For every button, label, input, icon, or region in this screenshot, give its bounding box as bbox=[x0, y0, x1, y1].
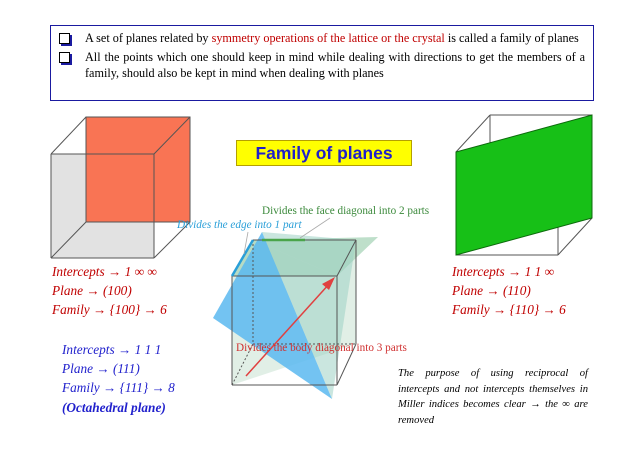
cube-110 bbox=[456, 115, 592, 255]
bullet-2-text: All the points which one should keep in mind while dealing with directions to get the members of a family, should also be kept in mind when dealing with planes bbox=[85, 50, 585, 80]
reciprocal-note: The purpose of using reciprocal of intercepts and not intercepts themselves in Miller indices becomes clear → the ∞ are removed bbox=[398, 368, 588, 426]
cube-111-intercepts: Intercepts → 1 1 1 bbox=[62, 342, 162, 357]
cube-111-labels bbox=[62, 340, 175, 417]
cube-111-family: Family → {111} → 8 bbox=[62, 380, 175, 396]
cube-111-name: (Octahedral plane) bbox=[62, 399, 166, 415]
cube-100-intercepts: Intercepts → 1 ∞ ∞ bbox=[52, 264, 157, 279]
bullet-1-text-end: is called a family of planes bbox=[444, 31, 579, 45]
annotation-edge: Divides the edge into 1 part bbox=[177, 219, 302, 231]
diagram-title: Family of planes bbox=[236, 140, 412, 166]
cube-100-labels bbox=[52, 262, 167, 320]
cube-110-family: Family → {110} → 6 bbox=[452, 302, 566, 318]
cube-110-labels bbox=[452, 262, 566, 320]
cube-100 bbox=[51, 117, 190, 258]
bullet-1-text: A set of planes related by bbox=[85, 31, 212, 45]
cube-100-family: Family → {100} → 6 bbox=[52, 302, 167, 318]
annotation-face-diagonal: Divides the face diagonal into 2 parts bbox=[262, 205, 430, 217]
plane-110 bbox=[456, 115, 592, 255]
bullet-1-highlight: symmetry operations of the lattice or the crystal bbox=[211, 31, 445, 45]
cube-111 bbox=[213, 218, 378, 399]
cube-111-plane: Plane → (111) bbox=[62, 361, 140, 377]
cube-110-intercepts: Intercepts → 1 1 ∞ bbox=[452, 264, 555, 279]
annotation-body-diagonal: Divides the body diagonal into 3 parts bbox=[236, 342, 407, 354]
cube-100-plane: Plane → (100) bbox=[52, 283, 132, 299]
cube-110-plane: Plane → (110) bbox=[452, 283, 531, 299]
